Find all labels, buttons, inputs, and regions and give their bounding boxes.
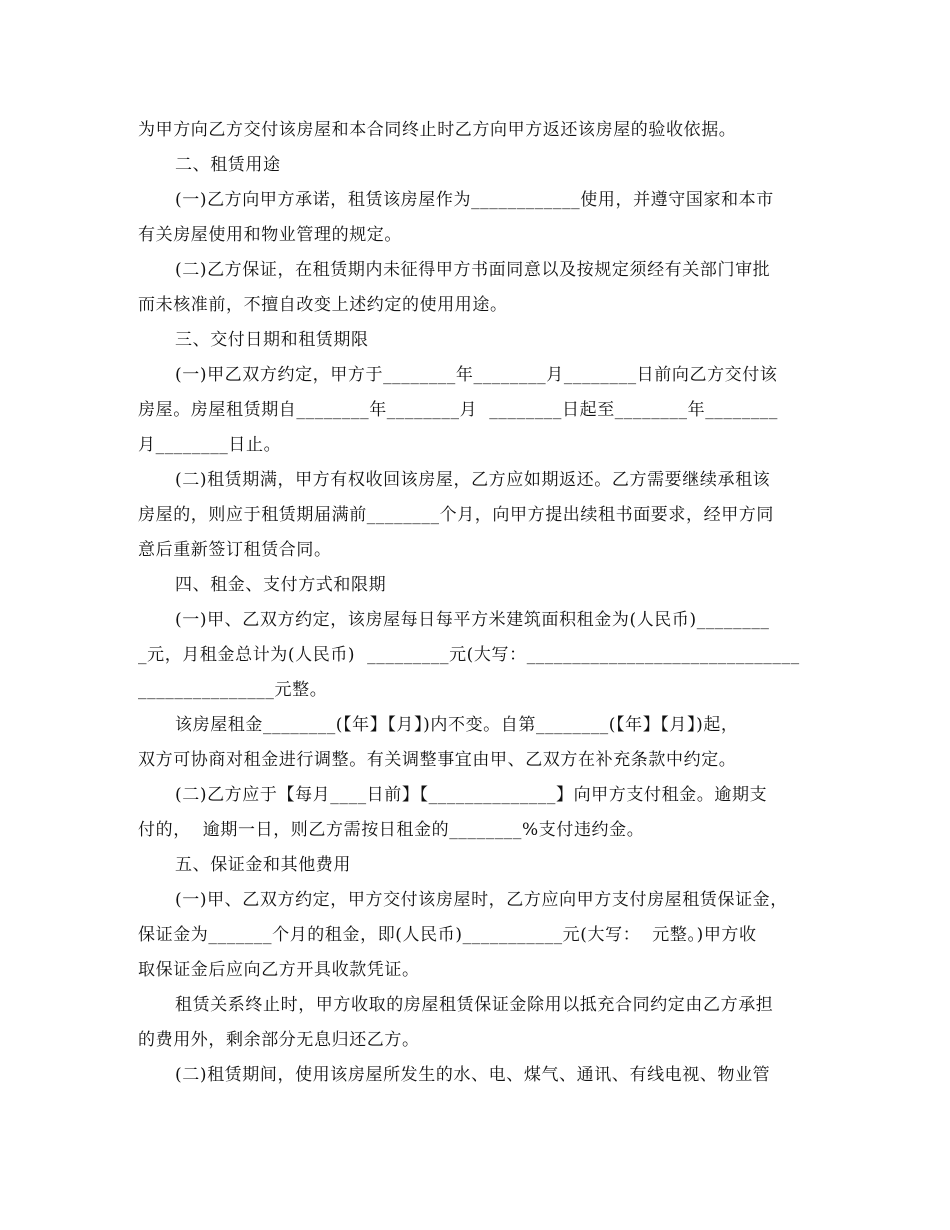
clause-2-2-line-1: (二)乙方保证，在租赁期内未征得甲方书面同意以及按规定须经有关部门审批 [175, 260, 771, 280]
clause-2-1-line-1: (一)乙方向甲方承诺，租赁该房屋作为____________使用，并遵守国家和本市 [175, 190, 774, 210]
clause-3-2-line-1: (二)租赁期满，甲方有权收回该房屋，乙方应如期返还。乙方需要继续承租该 [175, 470, 771, 490]
clause-5-2-line-1: (二)租赁期间，使用该房屋所发生的水、电、煤气、通讯、有线电视、物业管 [175, 1065, 771, 1085]
text-line-continuation: 为甲方向乙方交付该房屋和本合同终止时乙方向甲方返还该房屋的验收依据。 [138, 120, 737, 140]
clause-4-1-line-3: _______________元整。 [138, 680, 328, 700]
clause-3-2-line-3: 意后重新签订租赁合同。 [138, 540, 332, 560]
section-heading-delivery-term: 三、交付日期和租赁期限 [175, 330, 369, 350]
clause-3-1-line-1: (一)甲乙双方约定，甲方于________年________月________日前向乙方交付该 [175, 365, 778, 385]
clause-2-2-line-2: 而未核准前，不擅自改变上述约定的使用用途。 [138, 295, 508, 315]
clause-5-1-line-1: (一)甲、乙双方约定，甲方交付该房屋时，乙方应向甲方支付房屋租赁保证金， [175, 890, 788, 910]
clause-5-deposit-return-line-1: 租赁关系终止时，甲方收取的房屋租赁保证金除用以抵充合同约定由乙方承担 [175, 995, 774, 1015]
clause-2-1-line-2: 有关房屋使用和物业管理的规定。 [138, 225, 402, 245]
section-heading-rent-payment: 四、租金、支付方式和限期 [175, 575, 387, 595]
section-heading-rental-purpose: 二、租赁用途 [175, 155, 281, 175]
clause-4-rent-adjust-line-1: 该房屋租金________(【年】【月】)内不变。自第________(【年】【月】)起， [175, 715, 739, 735]
clause-3-2-line-2: 房屋的，则应于租赁期届满前________个月，向甲方提出续租书面要求，经甲方同 [138, 505, 774, 525]
clause-5-deposit-return-line-2: 的费用外，剩余部分无息归还乙方。 [138, 1030, 420, 1050]
clause-3-1-line-2: 房屋。房屋租赁期自________年________月 ________日起至________年________ [138, 400, 779, 420]
section-heading-deposit-fees: 五、保证金和其他费用 [175, 855, 351, 875]
clause-4-1-line-1: (一)甲、乙双方约定，该房屋每日每平方米建筑面积租金为(人民币)________ [175, 610, 770, 630]
clause-5-1-line-2: 保证金为_______个月的租金，即(人民币)___________元(大写： 元整。)甲方收 [138, 925, 757, 945]
clause-4-2-line-2: 付的， 逾期一日，则乙方需按日租金的________%支付违约金。 [138, 820, 645, 840]
clause-3-1-line-3: 月________日止。 [138, 435, 282, 455]
clause-5-1-line-3: 取保证金后应向乙方开具收款凭证。 [138, 960, 420, 980]
clause-4-rent-adjust-line-2: 双方可协商对租金进行调整。有关调整事宜由甲、乙双方在补充条款中约定。 [138, 750, 737, 770]
clause-4-1-line-2: _元，月租金总计为(人民币) _________元(大写：______________________________ [138, 645, 800, 665]
clause-4-2-line-1: (二)乙方应于【每月____日前】【______________】向甲方支付租金。逾期支 [175, 785, 768, 805]
